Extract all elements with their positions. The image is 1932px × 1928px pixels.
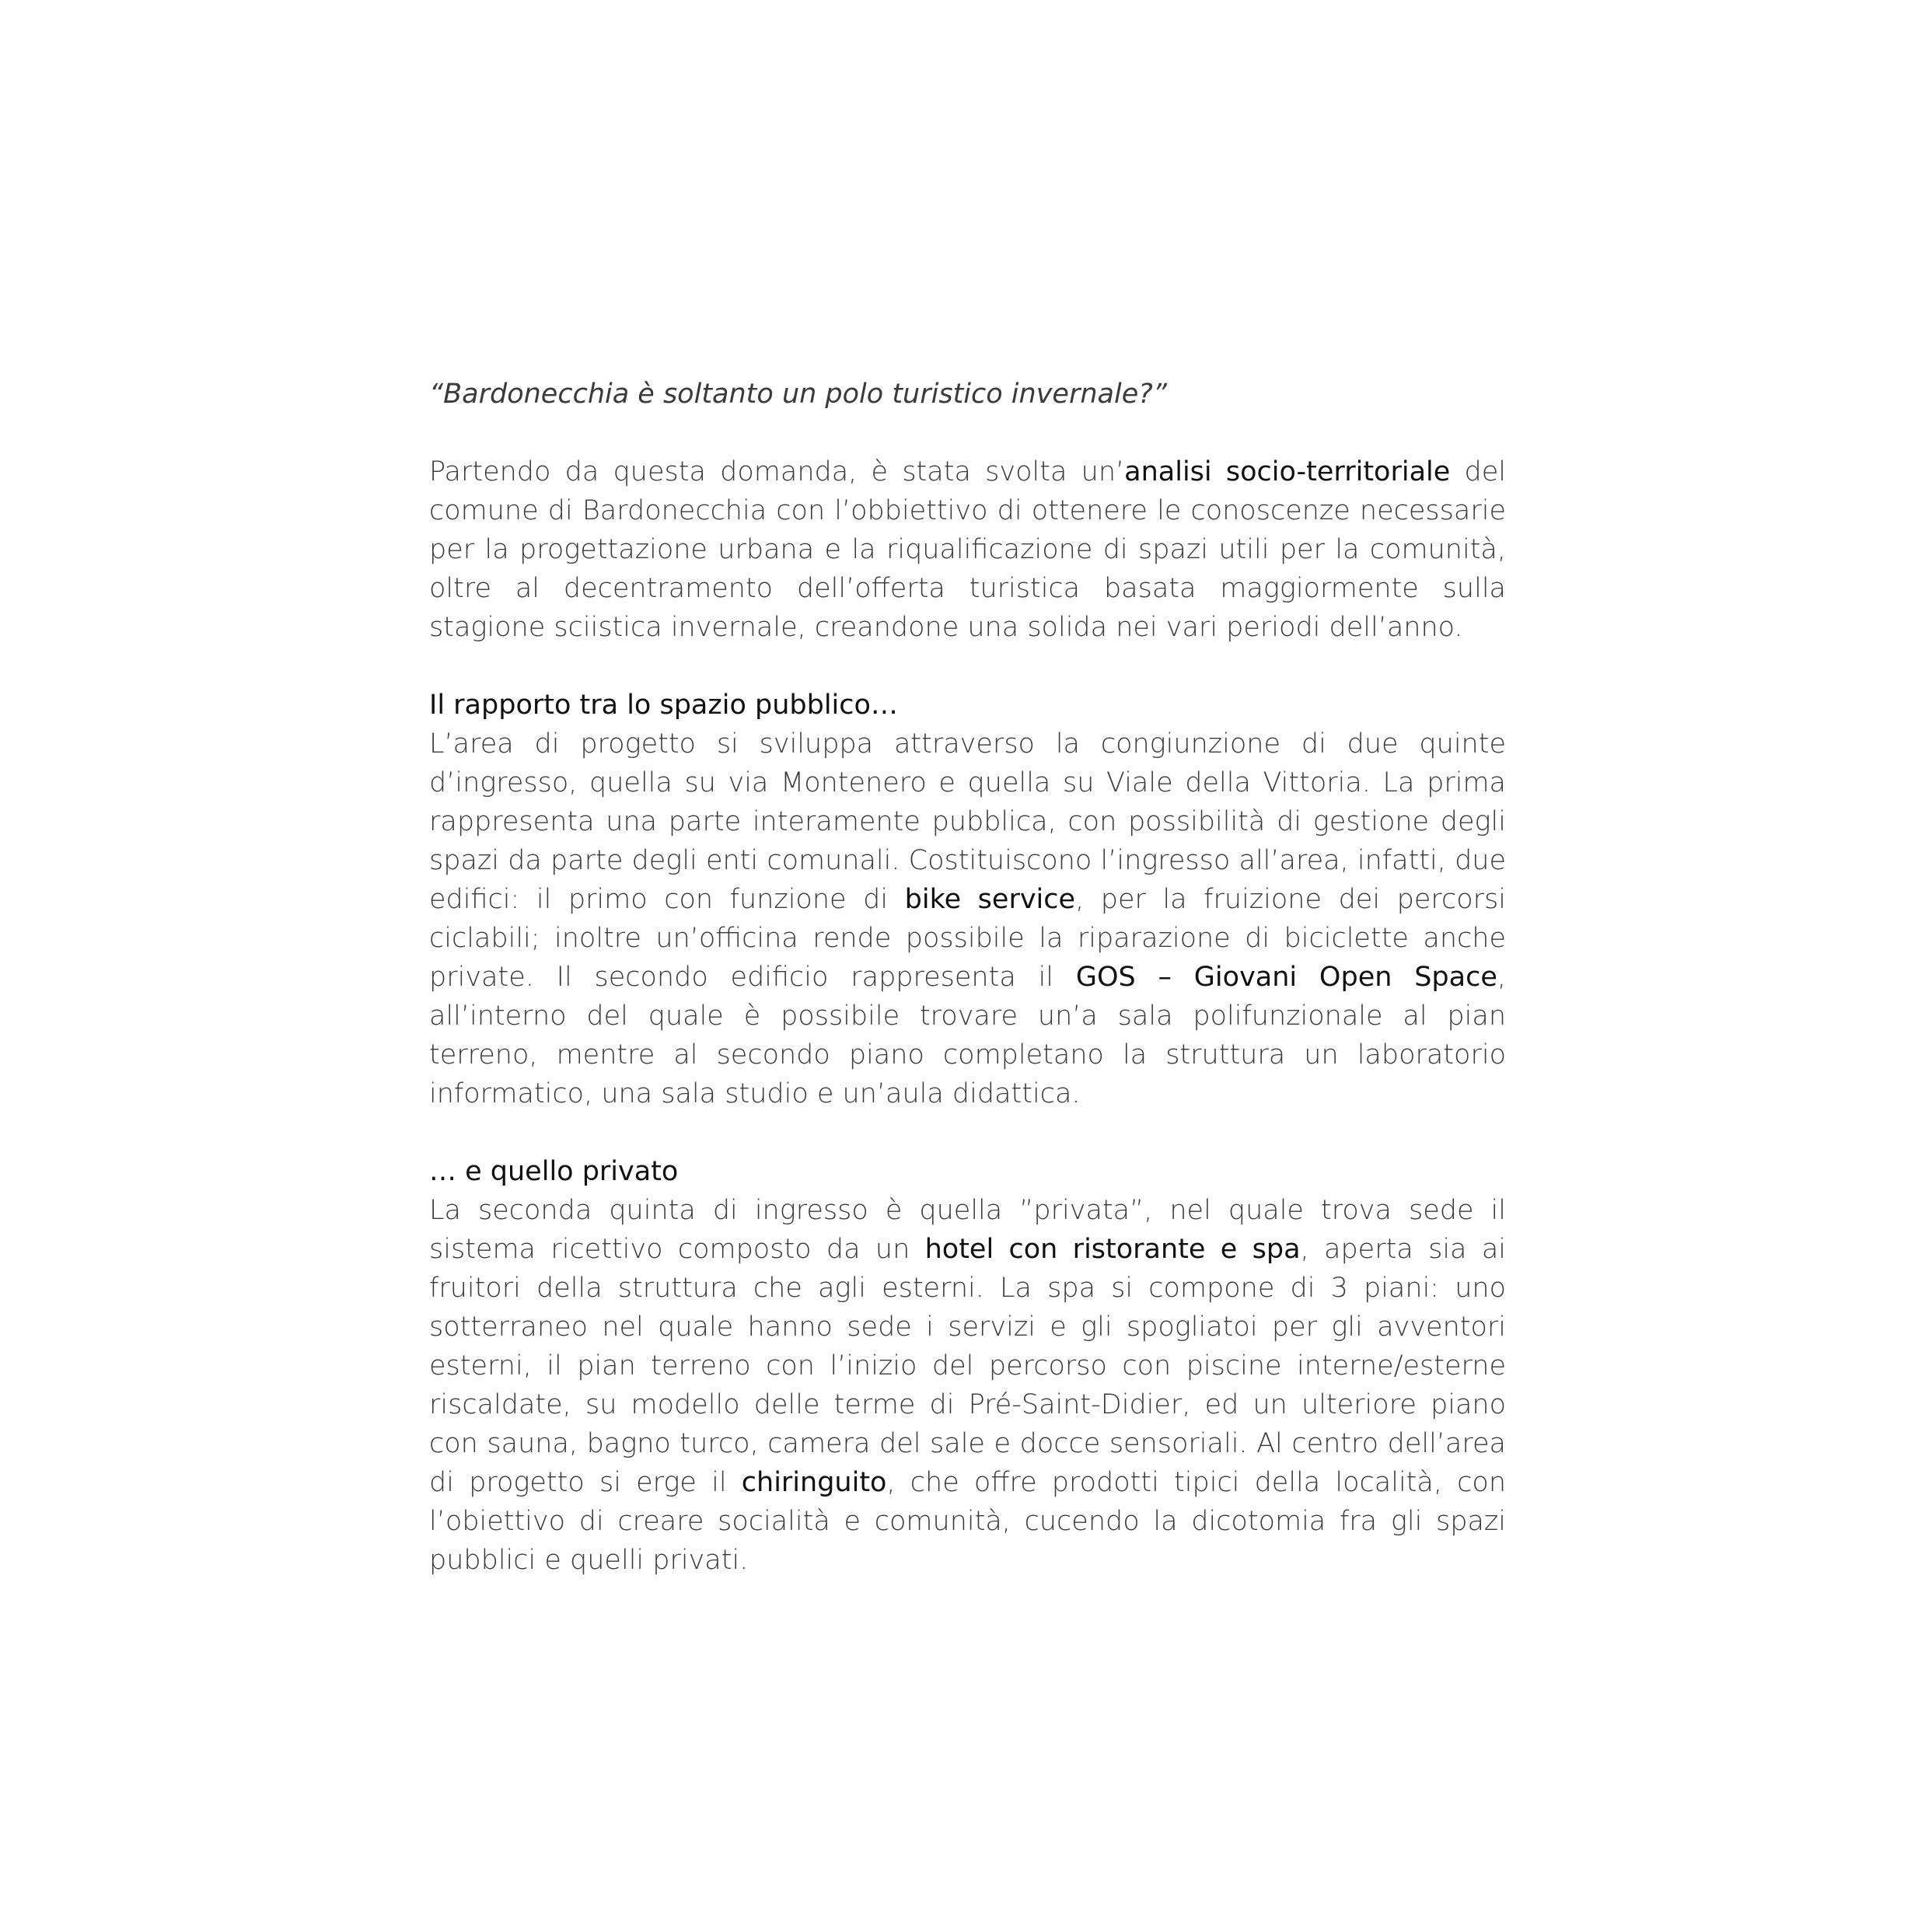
private-highlight-chiringuito: chiringuito: [741, 1467, 887, 1498]
intro-text-before: Partendo da questa domanda, è stata svolta un’: [429, 456, 1125, 487]
private-section-heading: … e quello privato: [429, 1156, 679, 1187]
intro-text-after: del comune di Bardonecchia con l’obbiettivo di ottenere le conoscenze necessarie per la progettazione urbana e la riqualificazione di spazi utili per la comunità, oltre al decentramento dell’offerta turistica basata maggiormente sulla stagione sciistica invernale, creandone una solida nei vari periodi dell’anno.: [429, 456, 1506, 643]
intro-question: “Bardonecchia è soltanto un polo turistico invernale?”: [429, 379, 1167, 410]
private-highlight-hotel: hotel con ristorante e spa: [924, 1234, 1301, 1265]
private-section-paragraph: [429, 1191, 1506, 1580]
private-text-2: , aperta sia ai fruitori della struttura che agli esterni. La spa si compone di 3 piani: uno sotterraneo nel quale hanno sede i servizi e gli spogliatoi per gli avventori esterni, il pian terreno con l’inizio del percorso con piscine interne/esterne riscaldate, su modello delle terme di Pré-Saint-Didier, ed un ulteriore piano con sauna, bagno turco, camera del sale e docce sensoriali. Al centro dell’area di progetto si erge il: [429, 1234, 1506, 1498]
public-text-2: , per la fruizione dei percorsi ciclabili; inoltre un’officina rende possibile la riparazione di biciclette anche private. Il secondo edificio rappresenta il: [429, 884, 1506, 993]
intro-highlight: analisi socio-territoriale: [1124, 456, 1451, 487]
public-section-paragraph: [429, 725, 1506, 1113]
intro-paragraph: [429, 452, 1506, 647]
public-text-3: , all’interno del quale è possibile trovare un’a sala polifunzionale al pian terreno, mentre al secondo piano completano la struttura un laboratorio informatico, una sala studio e un’aula didattica.: [429, 962, 1506, 1109]
private-text-3: , che offre prodotti tipici della località, con l’obiettivo di creare socialità e comunità, cucendo la dicotomia fra gli spazi pubblici e quelli privati.: [429, 1467, 1506, 1576]
public-text-1: L’area di progetto si sviluppa attraverso la congiunzione di due quinte d’ingresso, quella su via Montenero e quella su Viale della Vittoria. La prima rappresenta una parte interamente pubblica, con possibilità di gestione degli spazi da parte degli enti comunali. Costituiscono l’ingresso all’area, infatti, due edifici: il primo con funzione di: [429, 728, 1506, 915]
public-section-heading: Il rapporto tra lo spazio pubblico…: [429, 690, 898, 721]
public-highlight-gos: GOS – Giovani Open Space: [1075, 962, 1497, 993]
private-text-1: La seconda quinta di ingresso è quella ”privata”, nel quale trova sede il sistema ricettivo composto da un: [429, 1195, 1506, 1265]
paragraph-spacer: [429, 1113, 1506, 1152]
public-highlight-bike-service: bike service: [904, 884, 1076, 915]
paragraph-spacer: [429, 414, 1506, 452]
paragraph-spacer: [429, 647, 1506, 686]
text-column: [429, 375, 1506, 1580]
